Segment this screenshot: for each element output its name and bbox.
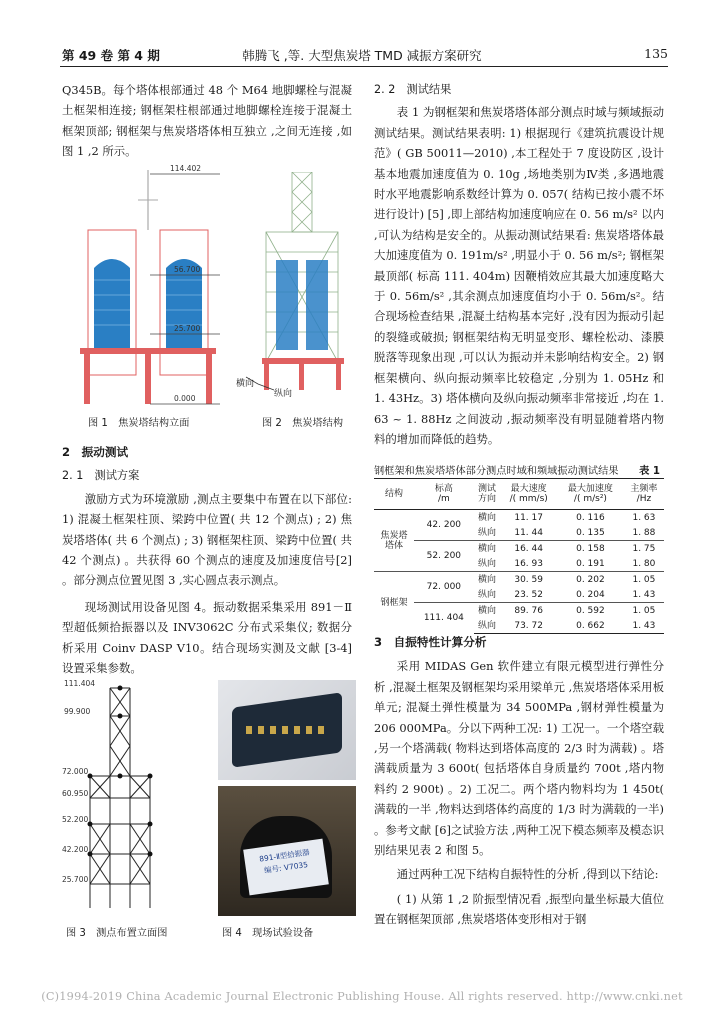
table-cell: 89. 76 (500, 603, 557, 619)
table-cell: 1. 63 (624, 510, 664, 526)
table-header-cell: 标高 /m (414, 479, 474, 510)
table-row (374, 541, 664, 557)
table-row (374, 572, 664, 588)
table-header-cell: 最大加速度 /( m/s²) (557, 479, 624, 510)
table-header-cell: 测试 方向 (474, 479, 501, 510)
table-row (374, 603, 664, 619)
running-title: 韩腾飞 ,等. 大型焦炭塔 TMD 减振方案研究 (242, 48, 482, 63)
table-cell: 1. 80 (632, 558, 656, 569)
elevation-label: 99.900 (64, 707, 91, 716)
structure-cell: 焦炭塔 塔体 (380, 530, 408, 551)
table-cell: 0. 662 (557, 618, 624, 634)
table-header-cell: 最大速度 /( mm/s) (500, 479, 557, 510)
figure-3-caption: 图 3 测点布置立面图 (66, 928, 168, 939)
subsection-heading: 2. 1 测试方案 (62, 469, 140, 483)
elevation-label: 42.200 (62, 845, 89, 854)
right-section-2-2 (374, 80, 664, 449)
table-cell: 11. 17 (500, 510, 557, 526)
table-header-row (374, 479, 664, 510)
paragraph: 采用 MIDAS Gen 软件建立有限元模型进行弹性分析 ,混凝土框架及钢框架均采用梁单元 ,焦炭塔塔体采用板单元; 混凝土弹性模量为 34 500MPa ,钢材弹性模量为 206 000MPa。分以下两种工况: 1) 工况一。一个塔空载 ,另一个塔满载( 物料达到塔体高度的 2/3 时为满载) 。塔满载质量为 3 600t( 包括塔体自身质量约 700t ,塔内物料约 2 900t) 。2) 工况二。两个塔内物料均为 1 450t( 满载的一半 ,物料达到塔体约高度的 1/3 时为满载的一半) 。参考文献 [6]之试验方法 ,两种工况下模态频率及模态识别结果见表 2 和图 5。 (374, 659, 664, 858)
elevation-label: 25.700 (62, 875, 89, 884)
table-cell: 0. 158 (557, 541, 624, 557)
table-1-title (374, 462, 664, 477)
table-cell: 横向 (474, 510, 501, 526)
figure-2-3d-model (244, 172, 354, 397)
table-cell: 1. 05 (624, 572, 664, 588)
elevation-label: 52.200 (62, 815, 89, 824)
table-cell: 纵向 (474, 618, 501, 634)
table-cell: 横向 (474, 541, 501, 557)
structure-cell: 钢框架 (374, 572, 414, 634)
table-cell: 1. 43 (624, 618, 664, 634)
paragraph: 现场测试用设备见图 4。振动数据采集采用 891－Ⅱ型超低频拾振器以及 INV3062C 分布式采集仪; 数据分析采用 Coinv DASP V10。结合现场实测及文献 [3-4] 设置采集参数。 (62, 599, 352, 676)
table-row (374, 510, 664, 526)
right-section-3 (374, 632, 664, 930)
elevation-label: 114.402 (170, 164, 202, 173)
subsection-heading: 2. 2 测试结果 (374, 83, 452, 96)
figure-3-sensor-layout (62, 676, 212, 916)
section-heading: 3 自振特性计算分析 (374, 635, 487, 649)
table-cell: 纵向 (477, 527, 496, 538)
table-title-text: 钢框架和焦炭塔塔体部分测点时域和频域振动测试结果 (374, 466, 619, 477)
elevation-label: 0.000 (174, 394, 196, 403)
elevation-label: 25.700 (174, 324, 201, 333)
table-cell: 0. 592 (557, 603, 624, 619)
copyright-footer: (C)1994-2019 China Academic Journal Electronic Publishing House. All rights reserved. http://www.cnki.net (41, 990, 683, 1003)
table-cell: 0. 116 (557, 510, 624, 526)
paragraph: 通过两种工况下结构自振特性的分析 ,得到以下结论: (396, 867, 659, 882)
table-cell: 16. 44 (500, 541, 557, 557)
table-cell: 1. 05 (624, 603, 664, 619)
table-cell: 73. 72 (500, 618, 557, 634)
table-cell: 23. 52 (514, 589, 543, 600)
page-header (0, 0, 724, 62)
sensor-serial: 编号: V7035 (263, 859, 309, 876)
connector-row (246, 726, 330, 734)
axis-label-transverse: 横向 (236, 379, 255, 389)
table-cell: 纵向 (477, 558, 496, 569)
table-cell: 0. 191 (576, 558, 605, 569)
table-cell: 1. 75 (624, 541, 664, 557)
figure-4-photo-sensor (218, 786, 356, 916)
table-cell: 0. 202 (557, 572, 624, 588)
paragraph: Q345B。每个塔体根部通过 48 个 M64 地脚螺栓与混凝土框架相连接; 钢框架柱根部通过地脚螺栓连接于混凝土框架顶部; 钢框架与焦炭塔塔体相互独立 ,之间无连接 ,如图 1 ,2 所示。 (62, 83, 352, 159)
elevation-cell: 72. 000 (414, 572, 474, 603)
figure-4-photo-daq (218, 680, 356, 780)
table-cell: 0. 204 (576, 589, 605, 600)
table-header-cell: 结构 (374, 479, 414, 510)
sensor-model: 891-Ⅱ型拾振器 (258, 847, 311, 864)
elevation-label: 56.700 (174, 265, 201, 274)
table-cell: 1. 88 (632, 527, 656, 538)
table-cell: 1. 43 (632, 589, 656, 600)
left-section-2 (62, 442, 352, 678)
table-cell: 横向 (474, 603, 501, 619)
elevation-cell: 52. 200 (414, 541, 474, 572)
header-rule (60, 66, 668, 67)
page-number: 135 (644, 46, 668, 61)
section-heading: 2 振动测试 (62, 445, 129, 459)
table-cell: 16. 93 (514, 558, 543, 569)
paragraph: ( 1) 从第 1 ,2 阶振型情况看 ,振型向量坐标最大值位置在钢框架顶部 ,焦炭塔塔体变形相对于钢 (374, 891, 664, 927)
table-cell: 纵向 (477, 589, 496, 600)
elevation-label: 72.000 (62, 767, 89, 776)
elevation-label: 111.404 (64, 679, 96, 688)
table-cell: 30. 59 (500, 572, 557, 588)
elevation-cell: 111. 404 (414, 603, 474, 634)
elevation-label: 60.950 (62, 789, 89, 798)
table-1 (374, 478, 664, 634)
figure-4-caption: 图 4 现场试验设备 (222, 928, 314, 939)
journal-volume: 第 49 卷 第 4 期 (62, 48, 160, 63)
figure-1-caption: 图 1 焦炭塔结构立面 (88, 418, 190, 429)
table-number: 表 1 (639, 466, 660, 477)
paragraph: 表 1 为钢框架和焦炭塔塔体部分测点时域与频域振动测试结果。测试结果表明: 1) 根据现行《建筑抗震设计规范》( GB 50011—2010) ,本工程处于 7 度设防区 ,设计基本地震加速度值为 0. 10g ,场地类别为Ⅳ类 ,多遇地震时水平地震影响系数经计算为 0. 057( 结构已按小震不坏进行设计) [5] ,即上部结构加速度响应在 0. 56 m/s² 以内 ,可认为结构是安全的。从振动测试结果看: 焦炭塔塔体最大加速度值为 0. 191m/s² ,明显小于 0. 56 m/s²; 钢框架最顶部( 标高 111. 404m) 因鞭梢效应其最大加速度略大于 0. 56m/s² ,其余测点加速度值均小于 0. 56m/s²。结合现场检查结果 ,混凝土结构基本完好 ,没有因为振动引起的裂缝或破损; 钢框架结构无明显变形、螺栓松动、漆膜脱落等现象出现 ,可以认为振动并未影响结构安全。2) 钢框架横向、纵向振动频率比较稳定 ,分别为 1. 05Hz 和 1. 43Hz。3) 塔体横向及纵向振动频率非常接近 ,均在 1. 63 ~ 1. 88Hz 之间波动 ,振动频率没有明显随着塔内物料的增加而降低的趋势。 (374, 105, 664, 446)
figure-2-caption: 图 2 焦炭塔结构 (262, 418, 344, 429)
table-cell: 0. 135 (576, 527, 605, 538)
table-cell: 11. 44 (514, 527, 543, 538)
table-cell: 横向 (474, 572, 501, 588)
left-para-1 (62, 80, 352, 162)
figure-1-elevation (70, 160, 230, 410)
axis-label-longitudinal: 纵向 (274, 389, 293, 399)
paragraph: 激励方式为环境激励 ,测点主要集中布置在以下部位: 1) 混凝土框架柱顶、梁跨中位置( 共 12 个测点) ; 2) 焦炭塔塔体( 共 6 个测点) ; 3) 钢框架柱顶、梁跨中位置( 共 42 个测点) 。共获得 60 个测点的速度及加速度信号[2] 。部分测点位置见图 3 ,实心圆点表示测点。 (62, 491, 352, 588)
table-header-cell: 主频率 /Hz (624, 479, 664, 510)
elevation-cell: 42. 200 (414, 510, 474, 541)
